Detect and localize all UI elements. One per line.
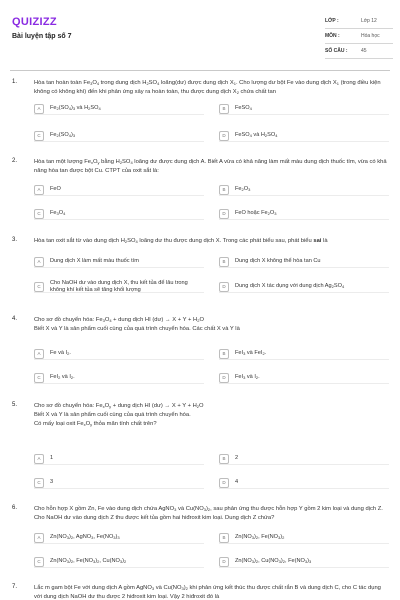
option-text: Dung dịch X tác dụng với dung dịch $Ag_2SO_4$ — [235, 283, 345, 289]
answer-option-b[interactable] — [219, 256, 389, 268]
answer-option-b[interactable] — [219, 453, 389, 465]
question-number: 6. — [12, 505, 18, 511]
option-text: 2 — [235, 455, 239, 461]
question-number: 2. — [12, 158, 18, 164]
answer-option-d[interactable] — [219, 130, 389, 142]
option-letter-badge: B — [219, 185, 229, 195]
option-letter-badge: C — [34, 478, 44, 488]
option-letter-badge: A — [34, 185, 44, 195]
answer-option-c[interactable] — [34, 556, 204, 568]
question-text: Lắc m gam bột Fe với dung dịch A gồm AgNO$_3$ và $Cu(NO_3)_2$ khi phản ứng kết thúc thu được chất rắn B và dung dịch C, cho C tác dụng với dung dịch NaOH dư thu được 2 hiđroxit kim loại. Vậy 2 hiđroxit đó là — [34, 585, 381, 600]
option-text: FeI$_3$ và $I_2$. — [235, 374, 260, 380]
worksheet-title: Bài luyện tập số 7 — [12, 33, 72, 40]
question-text: Hòa tan oxit sắt từ vào dung dịch $H_2SO_4$ loãng dư thu được dung dịch X. Trong các phát biểu sau, phát biểu sai là — [34, 238, 328, 244]
answer-option-b[interactable] — [219, 103, 389, 115]
option-text: FeI$_3$ và FeI$_2$. — [235, 350, 267, 356]
answer-option-c[interactable] — [34, 130, 204, 142]
option-letter-badge: B — [219, 454, 229, 464]
option-letter-badge: C — [34, 131, 44, 141]
option-letter-badge: D — [219, 373, 229, 383]
option-text: 3 — [50, 479, 54, 485]
option-text: $Fe_2(SO_4)_3$ và $H_2SO_4$ — [50, 105, 101, 111]
answer-option-b[interactable] — [219, 532, 389, 544]
worksheet-header — [0, 0, 400, 70]
option-text: $Fe_2O_3$ — [235, 186, 251, 192]
meta-value: Lớp 12 — [361, 18, 377, 24]
option-text: FeO — [50, 186, 61, 192]
answer-option-a[interactable] — [34, 453, 204, 465]
option-letter-badge: A — [34, 104, 44, 114]
option-text: $Fe_2(SO_4)_3$ — [50, 132, 76, 138]
option-letter-badge: A — [34, 257, 44, 267]
option-text: $Zn(NO_3)_2$, AgNO$_3$, $Fe(NO_3)_3$ — [50, 534, 120, 540]
answer-option-c[interactable] — [34, 281, 204, 293]
answer-option-d[interactable] — [219, 372, 389, 384]
option-text: $Zn(NO_3)_2$, $Fe(NO_3)_2$, $Cu(NO_3)_2$ — [50, 558, 127, 564]
meta-row-subject — [325, 29, 393, 44]
option-letter-badge: D — [219, 478, 229, 488]
answer-option-a[interactable] — [34, 348, 204, 360]
option-text: Fe và $I_2$. — [50, 350, 71, 356]
option-text: 1 — [50, 455, 54, 461]
option-letter-badge: D — [219, 282, 229, 292]
answer-option-d[interactable] — [219, 556, 389, 568]
option-letter-badge: A — [34, 533, 44, 543]
question-text: Cho sơ đồ chuyển hóa: $Fe_xO_y$ + dung dịch HI (dư) → $X + Y + H_2O$ Biết X và Y là sản phẩm cuối cùng của quá trình chuyển hóa. Có mấy loại oxit $Fe_xO_y$ thỏa mãn tính chất trên? — [34, 403, 204, 427]
option-text: Cho NaOH dư vào dung dịch X, thu kết tủa để lâu trong không khí kết tủa sẽ tăng khối lượng — [50, 279, 188, 293]
answer-option-d[interactable] — [219, 477, 389, 489]
option-letter-badge: D — [219, 209, 229, 219]
option-letter-badge: A — [34, 349, 44, 359]
question-number: 5. — [12, 402, 18, 408]
question-text: Hòa tan hoàn toàn $Fe_3O_4$ trong dung dịch $H_2SO_4$ loãng(dư) được dung dịch $X_1$. Cho lượng dư bột Fe vào dung dịch $X_1$ (trong điều kiện không có không khí) đến khi phản ứng xảy ra hoàn toàn, thu được dung dịch $X_2$ chứa chất tan — [34, 80, 381, 95]
option-letter-badge: B — [219, 104, 229, 114]
meta-key: LỚP : — [325, 18, 339, 24]
worksheet-meta — [325, 14, 393, 59]
option-text: Dung dịch X không thể hòa tan Cu — [235, 258, 321, 264]
question-number: 4. — [12, 316, 18, 322]
answer-option-c[interactable] — [34, 208, 204, 220]
meta-key: SỐ CÂU : — [325, 48, 348, 54]
meta-value: Hóa học — [361, 33, 380, 39]
option-letter-badge: D — [219, 557, 229, 567]
option-letter-badge: B — [219, 349, 229, 359]
option-letter-badge: D — [219, 131, 229, 141]
option-text: $Zn(NO_3)_2$, $Fe(NO_3)_2$ — [235, 534, 285, 540]
meta-row-class — [325, 14, 393, 29]
meta-key: MÔN : — [325, 33, 340, 39]
option-letter-badge: B — [219, 257, 229, 267]
meta-value: 45 — [361, 48, 367, 54]
option-text: FeI$_2$ và $I_2$. — [50, 374, 75, 380]
answer-option-d[interactable] — [219, 281, 389, 293]
option-text: FeSO$_4$ và $H_2SO_4$ — [235, 132, 278, 138]
option-letter-badge: A — [34, 454, 44, 464]
option-letter-badge: B — [219, 533, 229, 543]
question-text: Hòa tan một lượng $Fe_xO_y$ bằng $H_2SO_4$ loãng dư được dung dịch A. Biết A vừa có khả năng làm mất màu dung dịch thuốc tím, vừa có khả năng hòa tan được bột Cu. CTPT của oxit sắt là: — [34, 159, 387, 174]
option-text: $Fe_3O_4$ — [50, 210, 66, 216]
question-number: 3. — [12, 237, 18, 243]
answer-option-b[interactable] — [219, 184, 389, 196]
question-text: Cho hỗn hợp X gồm Zn, Fe vào dung dịch chứa AgNO$_3$ và $Cu(NO_3)_2$, sau phản ứng thu được hỗn hợp Y gồm 2 kim loại và dung dịch Z. Cho NaOH dư vào dung dịch Z thu được kết tủa gồm hai hiđroxit kim loại. Dung dịch Z chứa? — [34, 506, 383, 521]
option-text: FeO hoặc $Fe_2O_3$ — [235, 210, 277, 216]
answer-option-a[interactable] — [34, 103, 204, 115]
meta-row-question-count — [325, 44, 393, 59]
answer-option-d[interactable] — [219, 208, 389, 220]
quizizz-logo: QUIZIZZ — [12, 16, 57, 28]
option-text: $Zn(NO_3)_2$, $Cu(NO_3)_2$, $Fe(NO_3)_3$ — [235, 558, 312, 564]
option-letter-badge: C — [34, 209, 44, 219]
answer-option-c[interactable] — [34, 477, 204, 489]
question-text: Cho sơ đồ chuyển hóa: $Fe_3O_4$ + dung dịch HI (dư) → $X + Y + H_2O$ Biết X và Y là sản phẩm cuối cùng của quá trình chuyển hóa. Các chất X và Y là — [34, 317, 240, 332]
option-letter-badge: C — [34, 557, 44, 567]
option-text: Dung dịch X làm mất màu thuốc tím — [50, 258, 139, 264]
option-text: FeSO$_4$ — [235, 105, 252, 111]
answer-option-c[interactable] — [34, 372, 204, 384]
answer-option-b[interactable] — [219, 348, 389, 360]
option-letter-badge: C — [34, 373, 44, 383]
question-number: 7. — [12, 584, 18, 590]
answer-option-a[interactable] — [34, 532, 204, 544]
answer-option-a[interactable] — [34, 184, 204, 196]
option-text: 4 — [235, 479, 239, 485]
question-number: 1. — [12, 79, 18, 85]
answer-option-a[interactable] — [34, 256, 204, 268]
header-divider — [10, 70, 390, 71]
option-letter-badge: C — [34, 282, 44, 292]
